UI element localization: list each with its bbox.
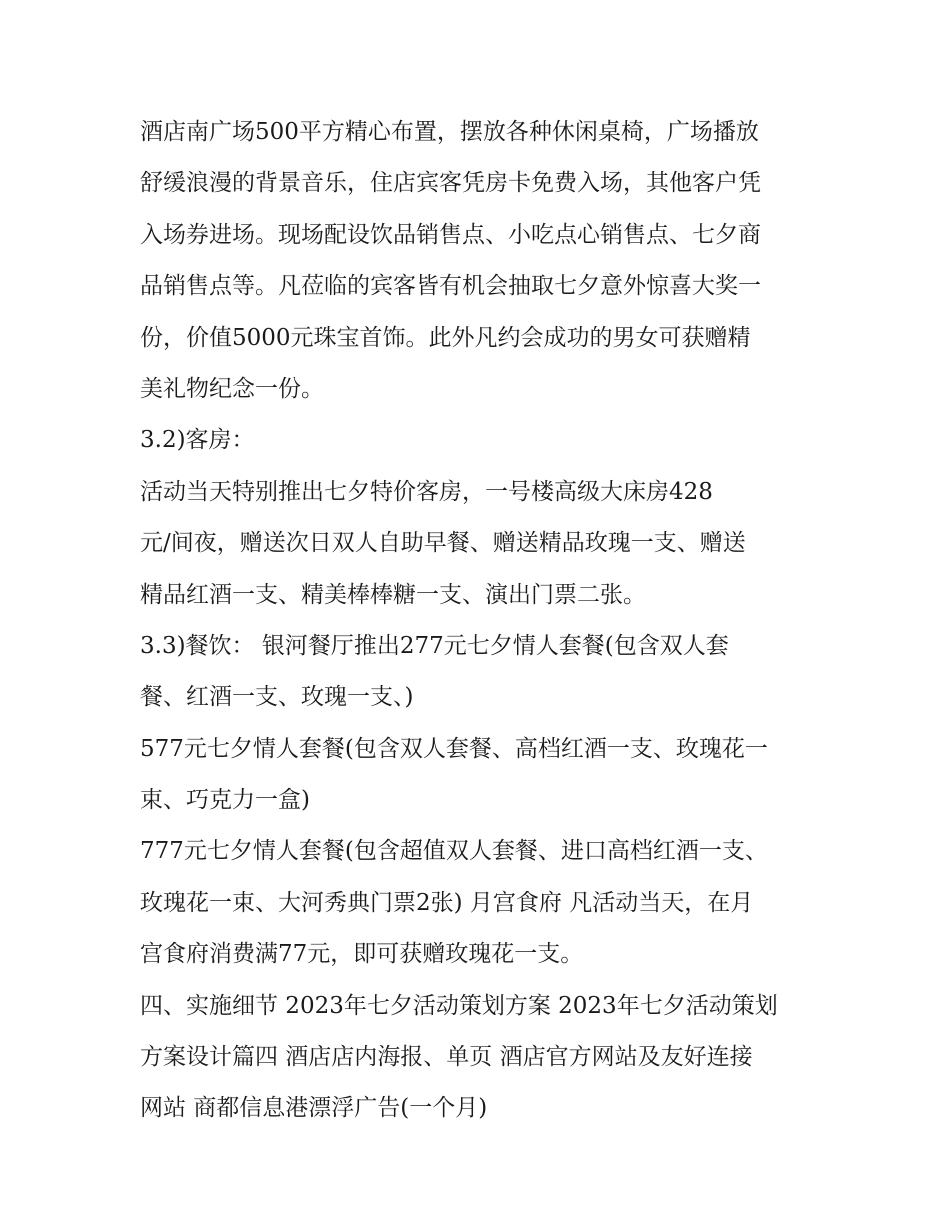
body-text <box>140 107 820 1135</box>
section-heading-implementation: 四、实施细节 2023年七夕活动策划方案 2023年七夕活动策划 <box>140 992 778 1019</box>
text-line-1: 酒店南广场500平方精心布置，摆放各种休闲桌椅，广场播放 <box>140 119 759 145</box>
text-line-3: 入场券进场。现场配设饮品销售点、小吃点心销售点、七夕商 <box>140 221 761 248</box>
text-line-9: 元/间夜，赠送次日双人自助早餐、赠送精品玫瑰一支、赠送 <box>140 530 746 557</box>
text-line-8: 活动当天特别推出七夕特价客房，一号楼高级大床房428 <box>140 478 713 505</box>
section-heading-dining: 3.3)餐饮： 银河餐厅推出277元七夕情人套餐(包含双人套 <box>140 632 729 659</box>
text-line-14: 束、巧克力一盒) <box>140 787 310 814</box>
text-line-4: 品销售点等。凡莅临的宾客皆有机会抽取七夕意外惊喜大奖一 <box>140 273 761 300</box>
text-line-5: 份，价值5000元珠宝首饰。此外凡约会成功的男女可获赠精 <box>140 324 751 351</box>
text-line-10: 精品红酒一支、精美棒棒糖一支、演出门票二张。 <box>140 581 646 608</box>
text-line-17: 宫食府消费满77元，即可获赠玫瑰花一支。 <box>140 941 584 968</box>
section-heading-rooms: 3.2)客房： <box>140 427 255 454</box>
text-line-20: 网站 商都信息港漂浮广告(一个月) <box>140 1095 488 1122</box>
text-line-2: 舒缓浪漫的背景音乐，住店宾客凭房卡免费入场，其他客户凭 <box>140 170 761 197</box>
text-line-19: 方案设计篇四 酒店店内海报、单页 酒店官方网站及友好连接 <box>140 1044 753 1071</box>
text-line-12: 餐、红酒一支、玫瑰一支、) <box>140 684 414 711</box>
text-line-13: 577元七夕情人套餐(包含双人套餐、高档红酒一支、玫瑰花一 <box>140 735 768 762</box>
text-line-16: 玫瑰花一束、大河秀典门票2张) 月宫食府 凡活动当天，在月 <box>140 889 754 916</box>
text-line-6: 美礼物纪念一份。 <box>140 375 324 402</box>
text-line-15: 777元七夕情人套餐(包含超值双人套餐、进口高档红酒一支、 <box>140 838 768 865</box>
